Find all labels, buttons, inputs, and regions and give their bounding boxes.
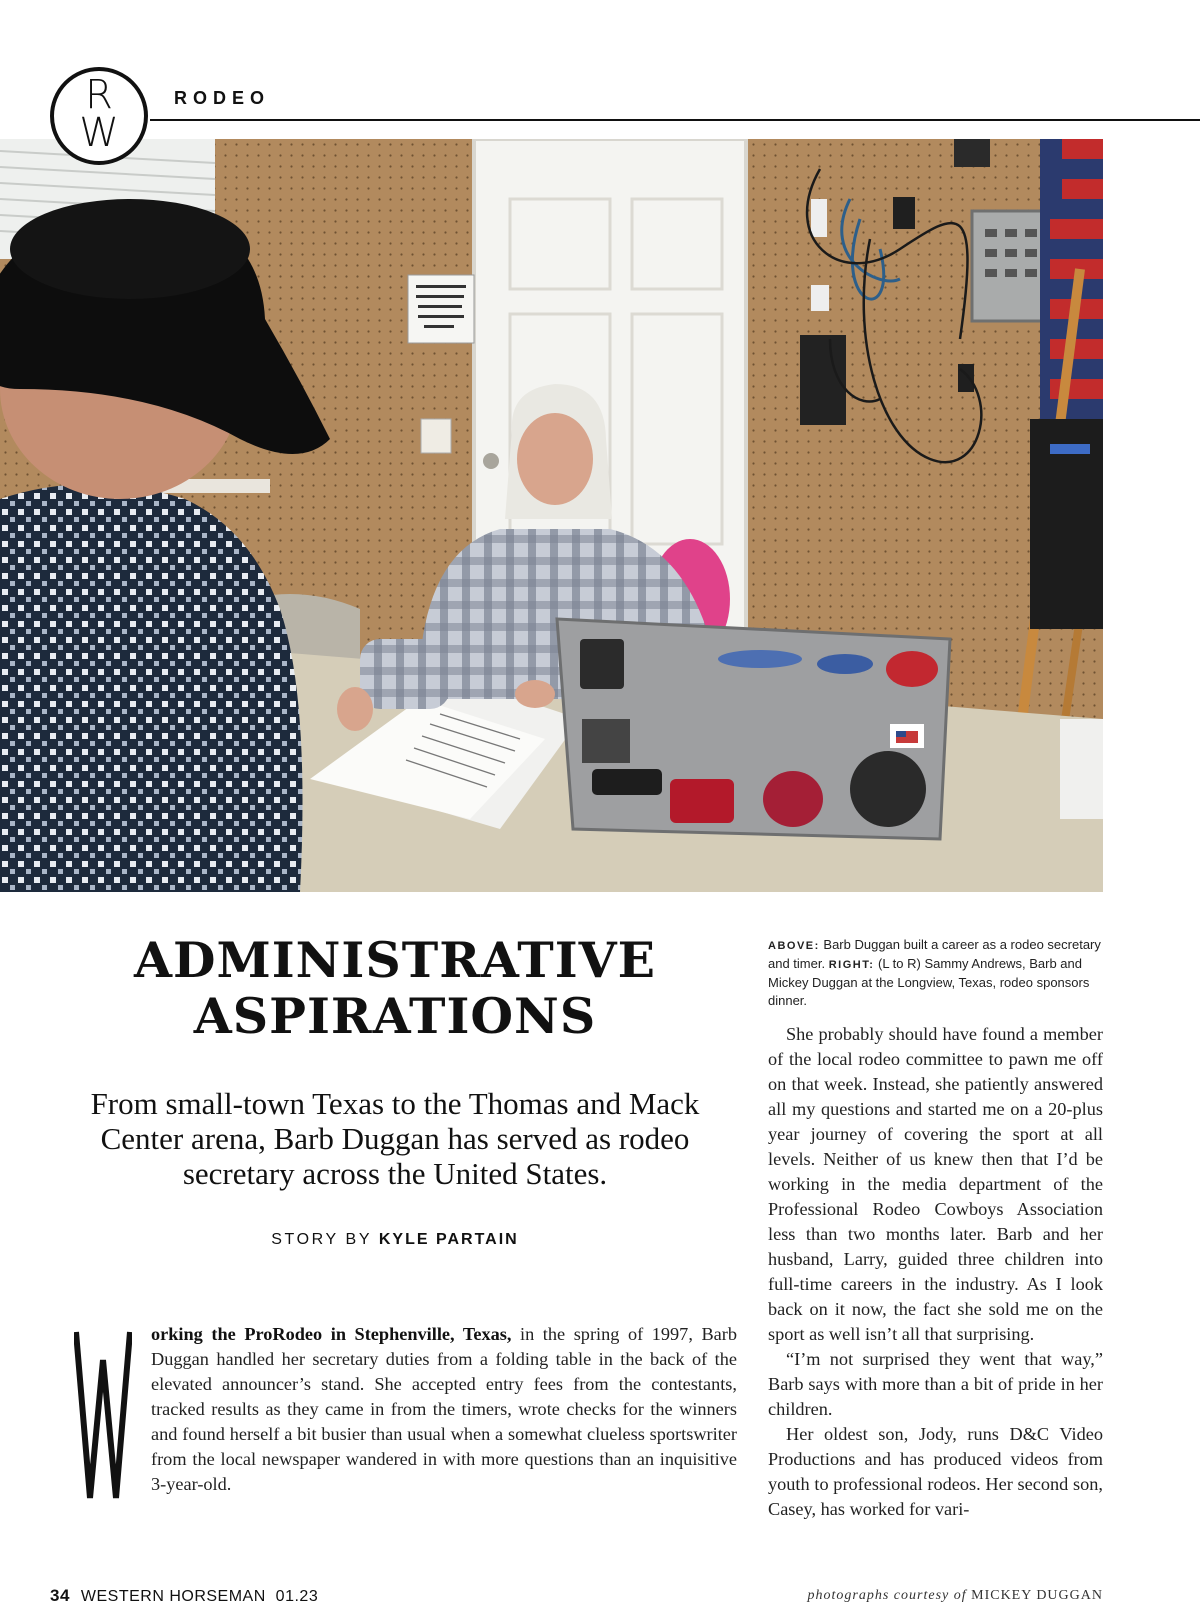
caption-above-label: ABOVE: [768,940,820,952]
photo-credit [808,1588,1103,1604]
logo-letter-w: W [79,110,119,156]
rw-logo [50,67,148,165]
caption-right-text: (L to R) Sammy Andrews, Barb and Mickey Duggan at the Longview, Texas, rodeo sponsors dinner. [768,956,1090,1008]
credit-name: MICKEY DUGGAN [971,1588,1103,1603]
headline-line-2: ASPIRATIONS [193,987,597,1045]
caption-above-text: Barb Duggan built a career as a rodeo secretary and timer. [768,937,1101,971]
lead-text: in the spring of 1997, Barb Duggan handled her secretary duties from a folding table in the back of the elevated announcer’s stand. She accepted entry fees from the contestants, tracked results as they came in from the timers, wrote checks for the winners and found herself a bit busier than usual when a somewhat clueless sportswriter from the local newspaper wandered in with more questions than an inquisitive 3-year-old. [151,1324,737,1494]
lead-bold-phrase: orking the ProRodeo in Stephenville, Texas, [151,1324,512,1344]
publication-name: WESTERN HORSEMAN [80,1588,266,1605]
article-photo [0,139,1103,892]
body-paragraph: Her oldest son, Jody, runs D&C Video Productions and has produced videos from youth to professional rodeos. Her second son, Casey, has worked for vari- [768,1424,1103,1519]
photo-caption [768,936,1103,1010]
article-dek: From small-town Texas to the Thomas and Mack Center arena, Barb Duggan has served as rodeo secretary across the United States. [90,1086,700,1191]
body-paragraph: “I’m not surprised they went that way,” Barb says with more than a bit of pride in her children. [768,1349,1103,1419]
lead-paragraph [151,1322,737,1497]
photo-illustration [0,139,1103,892]
headline-line-1: ADMINISTRATIVE [133,931,657,989]
folio [50,1586,318,1606]
credit-italic: photographs courtesy of [807,1588,967,1603]
byline-author: KYLE PARTAIN [378,1231,519,1248]
body-column-right [768,1022,1103,1522]
byline-prefix: STORY BY [271,1231,372,1248]
header-rule [150,119,1200,121]
page-number: 34 [50,1586,70,1605]
logo-letter-r: R [85,72,113,118]
section-label: RODEO [174,88,271,108]
byline [60,1231,730,1249]
dropcap-w [74,1330,132,1500]
article-headline [60,932,730,1044]
caption-right-label: RIGHT: [828,959,875,971]
body-paragraph: She probably should have found a member of the local rodeo committee to pawn me off on that week. Instead, she patiently answered all my questions and started me on a 20-plus year journey of covering the sport at all levels. Neither of us knew then that I’d be working in the media department of the Professional Rodeo Cowboys Association less than two months later. Barb and her husband, Larry, guided three children into full-time careers in the industry. As I look back on it now, the fact she sold me on the sport as well isn’t all that surprising. [768,1024,1103,1344]
issue-date: 01.23 [275,1588,319,1605]
